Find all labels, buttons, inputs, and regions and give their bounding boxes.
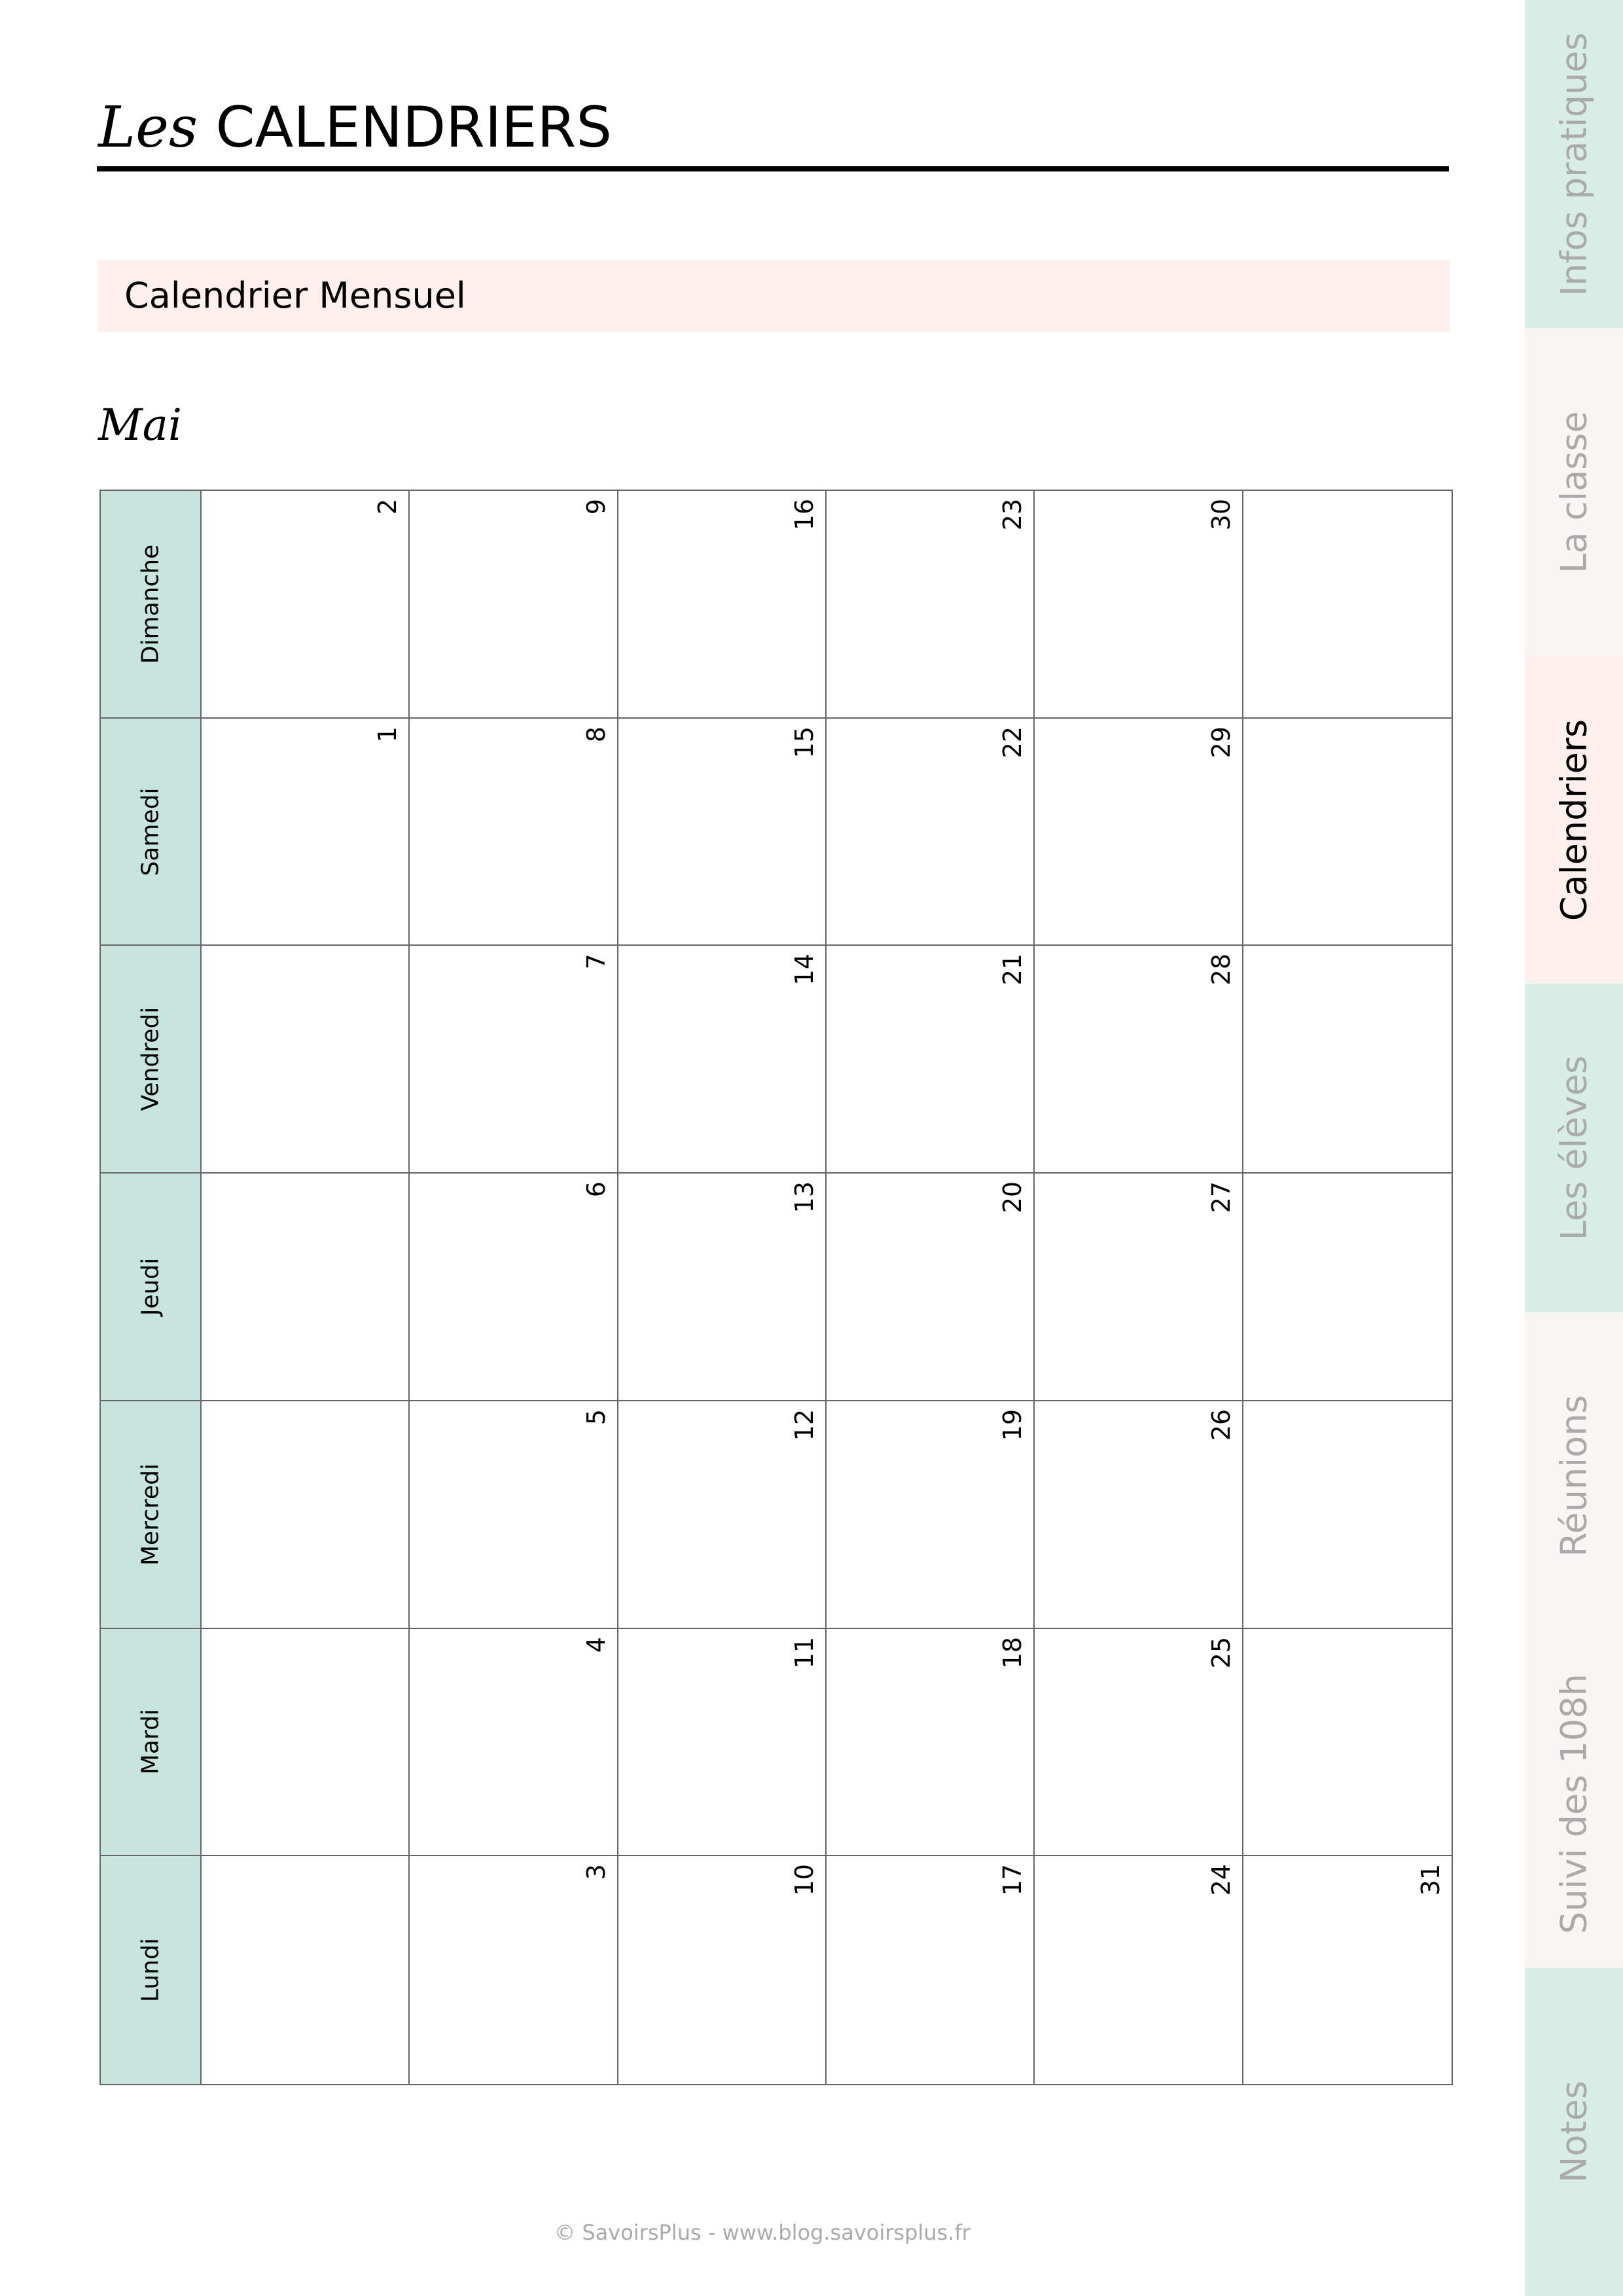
calendar-day-cell	[410, 1856, 618, 2084]
month-label: Mai	[98, 400, 183, 450]
side-tab[interactable]	[1525, 328, 1623, 656]
day-number: 19	[998, 1408, 1027, 1441]
day-number: 12	[790, 1408, 819, 1441]
day-label	[101, 491, 202, 719]
calendar-day-cell	[827, 491, 1035, 719]
day-number: 26	[1206, 1408, 1236, 1441]
side-tab-label: Suivi des 108h	[1553, 1674, 1595, 1935]
calendar-day-cell	[827, 1856, 1035, 2084]
calendar-day-cell	[618, 1174, 827, 1401]
side-tab-label: Calendriers	[1553, 719, 1595, 921]
calendar-day-cell	[827, 1401, 1035, 1629]
day-label-text: Jeudi	[137, 1257, 164, 1316]
calendar-day-cell	[1243, 946, 1452, 1174]
day-number: 9	[581, 499, 611, 515]
calendar-day-cell	[202, 491, 410, 719]
side-tab-label: Réunions	[1553, 1395, 1595, 1557]
calendar-day-cell	[410, 1174, 618, 1401]
calendar-day-cell	[410, 491, 618, 719]
calendar-day-cell	[618, 1401, 827, 1629]
day-number: 15	[790, 726, 819, 759]
calendar-day-cell	[1243, 1401, 1452, 1629]
day-number: 28	[1206, 954, 1236, 986]
day-label-text: Dimanche	[137, 544, 164, 664]
title-divider	[97, 166, 1449, 171]
calendar-day-cell	[827, 1629, 1035, 1857]
calendar-day-cell	[410, 1629, 618, 1857]
side-tab-label: La classe	[1553, 410, 1595, 573]
calendar-day-cell	[410, 1401, 618, 1629]
calendar-day-cell	[1035, 719, 1243, 946]
day-number: 14	[790, 954, 819, 986]
calendar-day-cell	[1035, 1856, 1243, 2084]
calendar-day-cell	[202, 1856, 410, 2084]
day-number: 2	[373, 499, 402, 515]
day-label	[101, 1856, 202, 2084]
calendar-day-cell	[618, 1856, 827, 2084]
side-tab[interactable]	[1525, 1640, 1623, 1968]
day-number: 3	[581, 1864, 611, 1880]
footer-copyright: © SavoirsPlus - www.blog.savoirsplus.fr	[554, 2220, 971, 2245]
calendar-day-cell	[410, 719, 618, 946]
day-label-text: Mercredi	[137, 1463, 164, 1566]
day-number: 22	[998, 726, 1027, 759]
calendar-day-cell	[410, 946, 618, 1174]
calendar-day-cell	[202, 1401, 410, 1629]
section-header	[98, 260, 1450, 332]
page-title-main: CALENDRIERS	[215, 95, 612, 160]
day-number: 24	[1206, 1864, 1236, 1896]
calendar-grid	[99, 490, 1453, 2085]
side-tab-label: Les élèves	[1553, 1055, 1595, 1241]
side-tab[interactable]	[1525, 0, 1623, 328]
side-tab[interactable]	[1525, 1968, 1623, 2296]
calendar-day-cell	[1243, 1856, 1452, 2084]
calendar-day-cell	[202, 1629, 410, 1857]
day-label	[101, 1401, 202, 1629]
calendar-day-cell	[202, 946, 410, 1174]
calendar-day-cell	[618, 946, 827, 1174]
page-title	[98, 92, 612, 164]
calendar-day-cell	[1243, 491, 1452, 719]
day-number: 10	[790, 1864, 819, 1896]
day-label-text: Samedi	[137, 787, 164, 876]
calendar-day-cell	[827, 719, 1035, 946]
day-number: 31	[1416, 1864, 1445, 1896]
day-number: 11	[790, 1636, 819, 1668]
calendar-day-cell	[1035, 946, 1243, 1174]
side-tab[interactable]	[1525, 1312, 1623, 1640]
day-number: 5	[581, 1408, 611, 1426]
calendar-day-cell	[202, 719, 410, 946]
calendar-day-cell	[827, 1174, 1035, 1401]
day-number: 17	[998, 1864, 1027, 1896]
day-number: 29	[1206, 726, 1236, 759]
day-number: 23	[998, 499, 1027, 531]
day-number: 13	[790, 1181, 819, 1213]
section-label: Calendrier Mensuel	[124, 275, 466, 316]
day-label	[101, 719, 202, 946]
day-number: 18	[998, 1636, 1027, 1668]
day-number: 6	[581, 1181, 611, 1198]
day-number: 7	[581, 954, 611, 970]
day-label-text: Lundi	[137, 1938, 164, 2003]
day-number: 25	[1206, 1636, 1236, 1668]
calendar-day-cell	[1035, 1401, 1243, 1629]
day-number: 27	[1206, 1181, 1236, 1213]
calendar-day-cell	[1035, 491, 1243, 719]
calendar-day-cell	[618, 491, 827, 719]
day-number: 21	[998, 954, 1027, 986]
day-number: 16	[790, 499, 819, 531]
day-label	[101, 1174, 202, 1401]
day-label	[101, 1629, 202, 1857]
calendar-day-cell	[1243, 1629, 1452, 1857]
day-number: 20	[998, 1181, 1027, 1213]
day-label-text: Mardi	[137, 1709, 164, 1775]
side-tab[interactable]	[1525, 984, 1623, 1312]
side-tab[interactable]	[1525, 656, 1623, 984]
day-number: 30	[1206, 499, 1236, 531]
calendar-day-cell	[1243, 719, 1452, 946]
day-label-text: Vendredi	[137, 1007, 164, 1111]
day-number: 1	[373, 726, 402, 742]
side-tab-label: Infos pratiques	[1553, 32, 1595, 296]
calendar-day-cell	[618, 1629, 827, 1857]
calendar-day-cell	[1035, 1629, 1243, 1857]
calendar-day-cell	[618, 719, 827, 946]
calendar-day-cell	[202, 1174, 410, 1401]
calendar-day-cell	[1243, 1174, 1452, 1401]
page-title-prefix: Les	[98, 95, 198, 160]
day-label	[101, 946, 202, 1174]
side-tab-label: Notes	[1553, 2081, 1595, 2183]
calendar-day-cell	[827, 946, 1035, 1174]
day-number: 8	[581, 726, 611, 742]
day-number: 4	[581, 1636, 611, 1653]
calendar-day-cell	[1035, 1174, 1243, 1401]
